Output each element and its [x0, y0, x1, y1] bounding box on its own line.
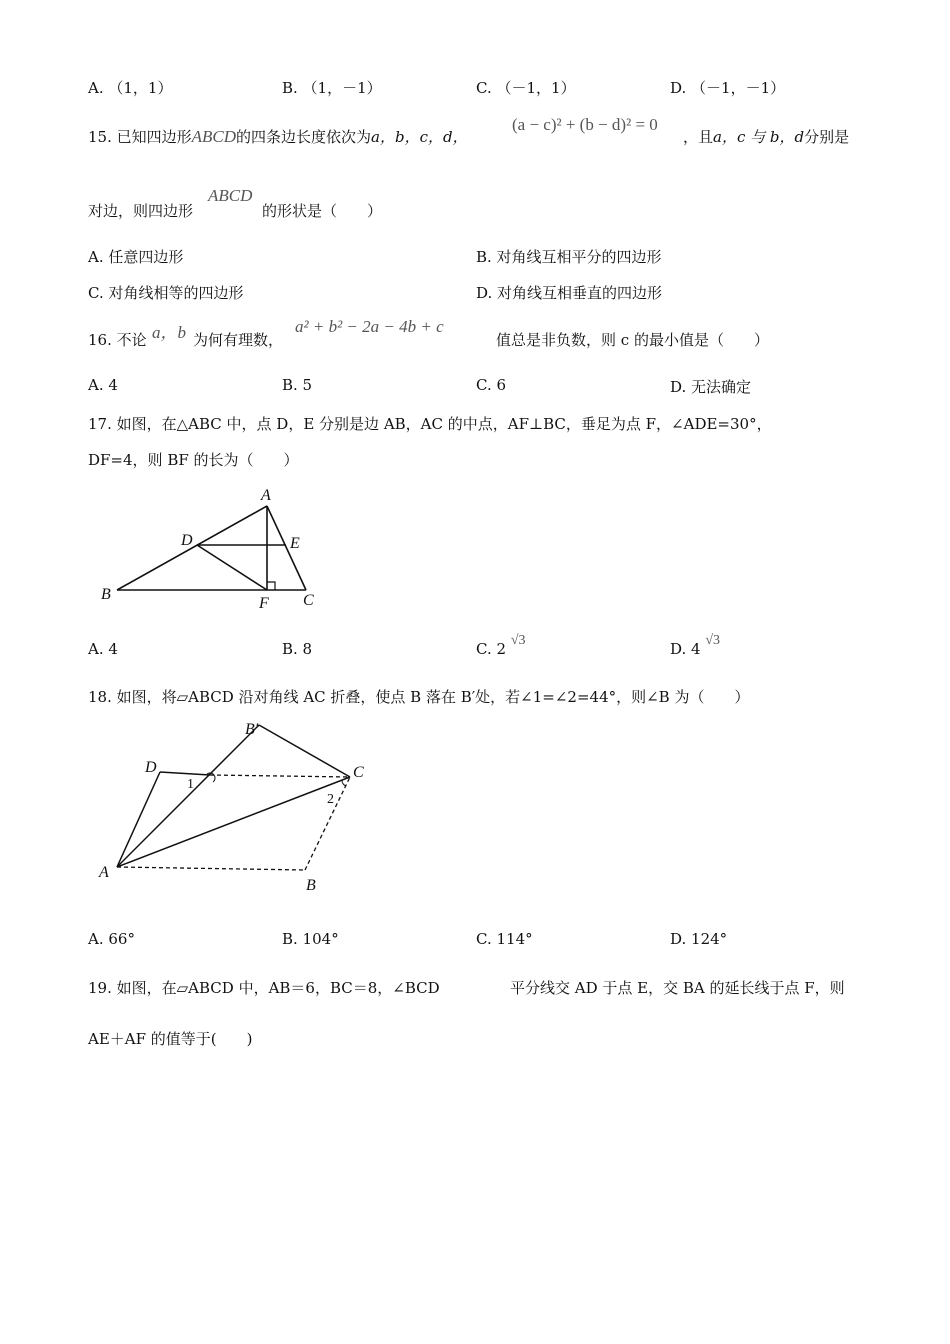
- q19-stem-line1b: 平分线交 AD 于点 E，交 BA 的延长线于点 F，则: [510, 979, 845, 997]
- q17-label-a: A: [261, 487, 271, 504]
- q16-vars: a，b: [152, 323, 186, 342]
- q15-stem-b: 的四条边长度依次为: [236, 128, 372, 146]
- q15-stem-a: 15. 已知四边形: [88, 128, 192, 146]
- q18-label-d: D: [145, 759, 157, 776]
- q15-stem-c2: a，c 与 b，d: [713, 128, 805, 146]
- q16-stem-b: 为何有理数，: [193, 331, 284, 349]
- q14-option-b: B. （1，－1）: [282, 79, 382, 97]
- q17-label-d: D: [181, 532, 193, 549]
- q17-stem-line1: 17. 如图，在△ABC 中，点 D，E 分别是边 AB，AC 的中点，AF⊥BC，垂足为点 F，∠ADE=30°，: [88, 415, 772, 433]
- q18-label-2: 2: [327, 792, 334, 807]
- q18-segment-1-c-dashed: [210, 775, 350, 777]
- q16-stem-c: 值总是非负数，则 c 的最小值是（ ）: [496, 331, 769, 349]
- q16-option-b: B. 5: [282, 376, 313, 394]
- q17-option-c: [476, 633, 526, 659]
- q18-stem: 18. 如图，将▱ABCD 沿对角线 AC 折叠，使点 B 落在 B′处，若∠1=∠2=44°，则∠B 为（ ）: [88, 688, 750, 706]
- q17-option-d: [670, 633, 721, 659]
- q18-segment-bc-dashed: [305, 777, 350, 870]
- q15-option-b: B. 对角线互相平分的四边形: [476, 248, 662, 266]
- q17-segment-df: [197, 545, 267, 590]
- q18-label-c: C: [353, 764, 364, 781]
- q17-option-c-text: C. 2: [476, 640, 507, 658]
- q15-stem-line2a: 对边，则四边形: [88, 202, 194, 220]
- q15-stem-line2b: 的形状是（ ）: [262, 202, 383, 220]
- q17-label-e: E: [290, 535, 300, 552]
- q15-option-a: A. 任意四边形: [88, 248, 184, 266]
- q15-vars: a，b，c，d，: [371, 128, 468, 146]
- q18-option-d: D. 124°: [670, 930, 728, 948]
- q18-segment-b-prime-c: [259, 725, 350, 777]
- q17-option-d-text: D. 4: [670, 640, 701, 658]
- q17-option-d-radical: √3: [705, 633, 721, 648]
- q14-option-a: A. （1，1）: [88, 79, 173, 97]
- q17-option-b: B. 8: [282, 640, 313, 658]
- q15-formula: (a − c)² + (b − d)² = 0: [512, 115, 658, 134]
- q18-label-b: B: [306, 877, 316, 894]
- q17-figure: [95, 484, 335, 614]
- q18-label-b-prime: B′: [245, 721, 259, 738]
- q18-segment-ab-dashed: [117, 867, 305, 870]
- q18-option-a: A. 66°: [88, 930, 135, 948]
- q17-label-f: F: [259, 595, 269, 612]
- q17-option-a: A. 4: [88, 640, 118, 658]
- q16-option-c: C. 6: [476, 376, 507, 394]
- q17-stem-line2: DF=4，则 BF 的长为（ ）: [88, 451, 299, 469]
- q18-segment-d-1: [160, 772, 210, 775]
- q17-option-c-radical: √3: [510, 633, 526, 648]
- q16-stem-a: 16. 不论: [88, 331, 147, 349]
- q15-stem-line1: [88, 126, 468, 147]
- q15-abcd: ABCD: [191, 127, 237, 146]
- q15-stem-c: ，且: [683, 128, 714, 146]
- q17-label-b: B: [101, 586, 111, 603]
- q18-figure: [95, 712, 385, 897]
- q16-formula: a² + b² − 2a − 4b + c: [295, 317, 444, 336]
- q16-option-d: D. 无法确定: [670, 378, 752, 396]
- q19-stem-line2: AE＋AF 的值等于( ): [88, 1030, 253, 1048]
- q14-option-c: C. （－1，1）: [476, 79, 576, 97]
- q18-segment-ab-prime: [117, 725, 259, 867]
- q16-option-a: A. 4: [88, 376, 118, 394]
- q15-option-d: D. 对角线互相垂直的四边形: [476, 284, 663, 302]
- q15-stem-line1-end: [683, 126, 849, 147]
- q18-option-b: B. 104°: [282, 930, 339, 948]
- q17-right-angle-mark: [267, 582, 275, 590]
- q18-label-a: A: [99, 864, 109, 881]
- q15-stem-c3: 分别是: [804, 128, 850, 146]
- q19-stem-line1a: 19. 如图，在▱ABCD 中，AB＝6，BC＝8，∠BCD: [88, 979, 440, 997]
- q17-segment-ac: [267, 506, 306, 590]
- q18-option-c: C. 114°: [476, 930, 533, 948]
- q17-label-c: C: [303, 592, 314, 609]
- q15-abcd-2: ABCD: [208, 186, 253, 205]
- q14-option-d: D. （－1，－1）: [670, 79, 786, 97]
- q15-option-c: C. 对角线相等的四边形: [88, 284, 244, 302]
- q18-label-1: 1: [187, 777, 194, 792]
